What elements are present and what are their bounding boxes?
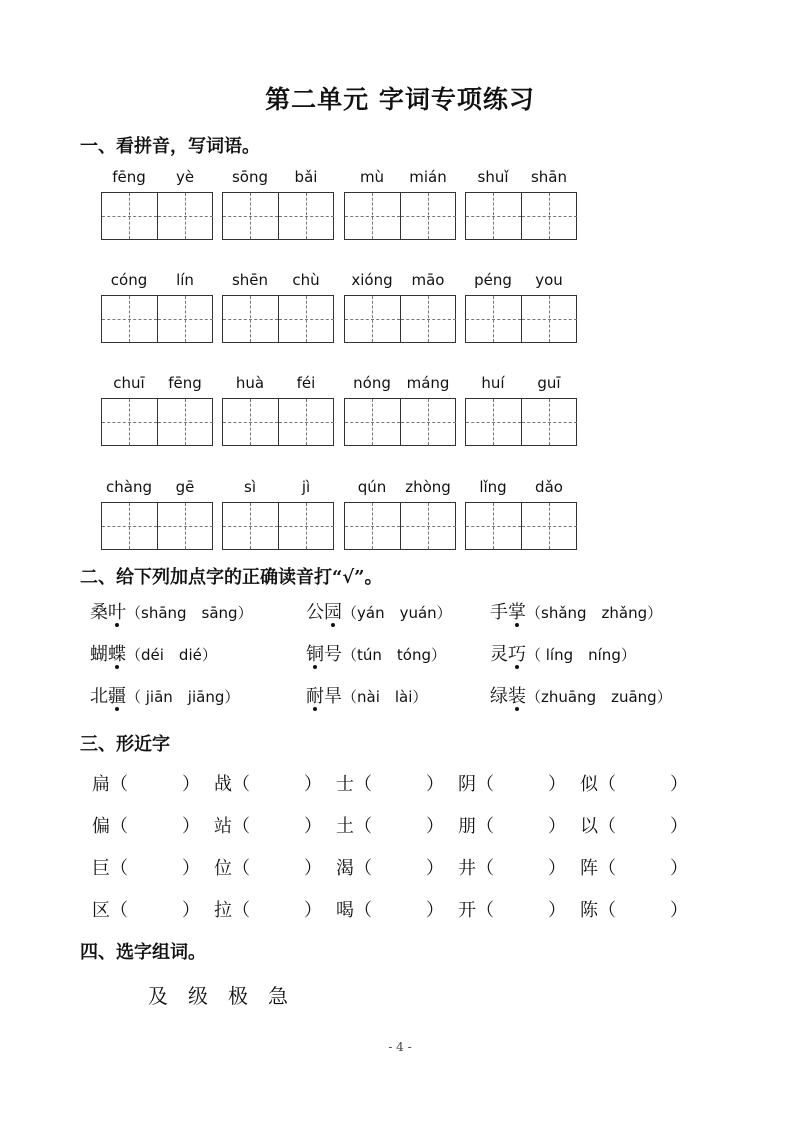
similar-char: 区 xyxy=(92,900,110,921)
writing-cell[interactable] xyxy=(400,296,456,342)
dotted-char: 旱 xyxy=(324,686,342,707)
answer-blank[interactable]: （ ） xyxy=(476,900,566,921)
similar-char-item xyxy=(214,812,322,838)
similar-char-item xyxy=(336,896,444,922)
similar-char-item xyxy=(336,854,444,880)
writing-cell[interactable] xyxy=(466,399,521,445)
writing-grid[interactable] xyxy=(344,192,456,240)
answer-blank[interactable]: （ ） xyxy=(354,900,444,921)
reading-item xyxy=(490,598,662,624)
pinyin-syllable: fēng xyxy=(112,168,146,186)
pinyin-syllable: zhòng xyxy=(405,478,451,496)
pronunciation-options[interactable]: （shǎng zhǎng） xyxy=(526,604,663,622)
pinyin-syllable: bǎi xyxy=(294,168,318,186)
writing-cell[interactable] xyxy=(278,399,334,445)
pinyin-syllable: guī xyxy=(537,374,561,392)
similar-char-item xyxy=(336,812,444,838)
dotted-char: 装 xyxy=(508,686,526,707)
writing-cell[interactable] xyxy=(400,193,456,239)
pinyin-syllable: fēng xyxy=(168,374,202,392)
writing-grid[interactable] xyxy=(344,295,456,343)
page-title: 第二单元 字词专项练习 xyxy=(265,85,535,114)
writing-grid[interactable] xyxy=(465,295,577,343)
reading-item xyxy=(90,640,217,666)
reading-item xyxy=(306,640,446,666)
similar-char-item xyxy=(458,854,566,880)
similar-char: 渴 xyxy=(336,858,354,879)
answer-blank[interactable]: （ ） xyxy=(598,774,688,795)
similar-char: 拉 xyxy=(214,900,232,921)
pinyin-syllable: chàng xyxy=(106,478,152,496)
similar-char: 陈 xyxy=(580,900,598,921)
writing-grid[interactable] xyxy=(222,295,334,343)
answer-blank[interactable]: （ ） xyxy=(598,900,688,921)
pinyin-syllable: lín xyxy=(176,271,194,289)
choice-char: 及 xyxy=(148,984,168,1008)
writing-cell[interactable] xyxy=(278,193,334,239)
section1-heading: 一、看拼音，写词语。 xyxy=(80,136,260,157)
writing-cell[interactable] xyxy=(345,193,400,239)
pinyin-syllable: māo xyxy=(411,271,445,289)
writing-cell[interactable] xyxy=(102,193,157,239)
answer-blank[interactable]: （ ） xyxy=(354,858,444,879)
writing-cell[interactable] xyxy=(102,296,157,342)
pinyin-syllable: máng xyxy=(406,374,450,392)
answer-blank[interactable]: （ ） xyxy=(476,774,566,795)
pinyin-syllable: sì xyxy=(244,478,256,496)
pinyin-syllable: chuī xyxy=(113,374,145,392)
writing-grid[interactable] xyxy=(101,295,213,343)
writing-cell[interactable] xyxy=(157,296,213,342)
dotted-char: 铜 xyxy=(306,644,324,665)
writing-cell[interactable] xyxy=(345,503,400,549)
similar-char: 士 xyxy=(336,774,354,795)
dotted-char: 疆 xyxy=(108,686,126,707)
writing-grid[interactable] xyxy=(344,502,456,550)
similar-char: 喝 xyxy=(336,900,354,921)
similar-char-item xyxy=(580,896,688,922)
similar-char: 井 xyxy=(458,858,476,879)
word-char: 手 xyxy=(490,602,508,623)
similar-char: 土 xyxy=(336,816,354,837)
word-char: 北 xyxy=(90,686,108,707)
reading-item xyxy=(490,640,636,666)
word-choice-list xyxy=(148,980,308,1009)
pinyin-syllable: shēn xyxy=(231,271,269,289)
page-number: - 4 - xyxy=(388,1040,412,1054)
writing-cell[interactable] xyxy=(521,399,577,445)
choice-char: 极 xyxy=(228,984,248,1008)
writing-cell[interactable] xyxy=(223,193,278,239)
answer-blank[interactable]: （ ） xyxy=(110,774,200,795)
pronunciation-options[interactable]: （tún tóng） xyxy=(342,646,446,664)
pinyin-syllable: xióng xyxy=(351,271,393,289)
choice-char: 级 xyxy=(188,984,208,1008)
similar-char: 战 xyxy=(214,774,232,795)
similar-char-item xyxy=(580,770,688,796)
pronunciation-options[interactable]: （ jiān jiāng） xyxy=(126,688,240,706)
pinyin-syllable: gē xyxy=(175,478,195,496)
pinyin-syllable: sōng xyxy=(231,168,269,186)
writing-cell[interactable] xyxy=(345,296,400,342)
writing-grid[interactable] xyxy=(101,398,213,446)
writing-grid[interactable] xyxy=(465,502,577,550)
answer-blank[interactable]: （ ） xyxy=(598,858,688,879)
dotted-char: 叶 xyxy=(108,602,126,623)
pinyin-syllable: nóng xyxy=(353,374,391,392)
writing-cell[interactable] xyxy=(278,296,334,342)
answer-blank[interactable]: （ ） xyxy=(354,774,444,795)
word-char: 公 xyxy=(306,602,324,623)
writing-cell[interactable] xyxy=(102,399,157,445)
pinyin-syllable: shuǐ xyxy=(477,168,509,186)
pinyin-syllable: chù xyxy=(292,271,320,289)
dotted-char: 园 xyxy=(324,602,342,623)
writing-cell[interactable] xyxy=(466,296,521,342)
writing-cell[interactable] xyxy=(223,296,278,342)
similar-char-item xyxy=(92,854,200,880)
pinyin-syllable: mù xyxy=(359,168,385,186)
writing-grid[interactable] xyxy=(465,192,577,240)
similar-char: 阴 xyxy=(458,774,476,795)
similar-char-item xyxy=(92,896,200,922)
writing-cell[interactable] xyxy=(521,503,577,549)
similar-char-item xyxy=(580,812,688,838)
reading-item xyxy=(90,598,253,624)
pinyin-syllable: cóng xyxy=(110,271,148,289)
pronunciation-options[interactable]: （déi dié） xyxy=(126,646,217,664)
dotted-char: 掌 xyxy=(508,602,526,623)
dotted-char: 耐 xyxy=(306,686,324,707)
writing-cell[interactable] xyxy=(466,503,521,549)
similar-char: 偏 xyxy=(92,816,110,837)
pinyin-syllable: féi xyxy=(296,374,316,392)
writing-cell[interactable] xyxy=(400,503,456,549)
dotted-char: 蝶 xyxy=(108,644,126,665)
answer-blank[interactable]: （ ） xyxy=(110,816,200,837)
similar-char-item xyxy=(214,854,322,880)
writing-cell[interactable] xyxy=(278,503,334,549)
writing-grid[interactable] xyxy=(101,192,213,240)
pinyin-syllable: huà xyxy=(235,374,265,392)
reading-item xyxy=(90,682,239,708)
similar-char-item xyxy=(214,896,322,922)
similar-char-item xyxy=(458,896,566,922)
choice-char: 急 xyxy=(268,984,288,1008)
pinyin-syllable: you xyxy=(535,271,563,289)
similar-char: 站 xyxy=(214,816,232,837)
section2-heading: 二、给下列加点字的正确读音打“√”。 xyxy=(80,567,383,588)
pinyin-syllable: jì xyxy=(301,478,311,496)
similar-char: 位 xyxy=(214,858,232,879)
writing-cell[interactable] xyxy=(102,503,157,549)
word-char: 灵 xyxy=(490,644,508,665)
pinyin-syllable: huí xyxy=(481,374,505,392)
writing-grid[interactable] xyxy=(465,398,577,446)
similar-char: 似 xyxy=(580,774,598,795)
answer-blank[interactable]: （ ） xyxy=(476,816,566,837)
writing-grid[interactable] xyxy=(222,398,334,446)
pronunciation-options[interactable]: （zhuāng zuāng） xyxy=(526,688,672,706)
similar-char-item xyxy=(336,770,444,796)
writing-grid[interactable] xyxy=(222,192,334,240)
similar-char: 以 xyxy=(580,816,598,837)
answer-blank[interactable]: （ ） xyxy=(232,774,322,795)
pinyin-syllable: yè xyxy=(175,168,195,186)
reading-item xyxy=(306,682,427,708)
writing-cell[interactable] xyxy=(345,399,400,445)
pinyin-syllable: dǎo xyxy=(535,478,563,496)
writing-grid[interactable] xyxy=(101,502,213,550)
writing-cell[interactable] xyxy=(521,296,577,342)
writing-cell[interactable] xyxy=(223,503,278,549)
pronunciation-options[interactable]: （ líng níng） xyxy=(526,646,636,664)
pronunciation-options[interactable]: （shāng sāng） xyxy=(126,604,253,622)
reading-item xyxy=(306,598,452,624)
similar-char: 开 xyxy=(458,900,476,921)
writing-cell[interactable] xyxy=(223,399,278,445)
similar-char: 阵 xyxy=(580,858,598,879)
section3-heading: 三、形近字 xyxy=(80,734,170,755)
similar-char-item xyxy=(580,854,688,880)
answer-blank[interactable]: （ ） xyxy=(232,900,322,921)
pronunciation-options[interactable]: （nài lài） xyxy=(342,688,428,706)
pinyin-syllable: qún xyxy=(357,478,387,496)
writing-grid[interactable] xyxy=(344,398,456,446)
answer-blank[interactable]: （ ） xyxy=(354,816,444,837)
writing-grid[interactable] xyxy=(222,502,334,550)
similar-char-item xyxy=(458,770,566,796)
word-char: 蝴 xyxy=(90,644,108,665)
similar-char: 扁 xyxy=(92,774,110,795)
similar-char-item xyxy=(214,770,322,796)
word-char: 桑 xyxy=(90,602,108,623)
writing-cell[interactable] xyxy=(400,399,456,445)
writing-cell[interactable] xyxy=(157,193,213,239)
pinyin-syllable: mián xyxy=(409,168,447,186)
writing-cell[interactable] xyxy=(466,193,521,239)
pinyin-syllable: lǐng xyxy=(479,478,507,496)
answer-blank[interactable]: （ ） xyxy=(232,858,322,879)
dotted-char: 号 xyxy=(324,644,342,665)
dotted-char: 巧 xyxy=(508,644,526,665)
answer-blank[interactable]: （ ） xyxy=(110,858,200,879)
similar-char-item xyxy=(92,770,200,796)
answer-blank[interactable]: （ ） xyxy=(476,858,566,879)
pronunciation-options[interactable]: （yán yuán） xyxy=(342,604,452,622)
similar-char-item xyxy=(92,812,200,838)
writing-cell[interactable] xyxy=(521,193,577,239)
answer-blank[interactable]: （ ） xyxy=(232,816,322,837)
answer-blank[interactable]: （ ） xyxy=(598,816,688,837)
similar-char: 巨 xyxy=(92,858,110,879)
answer-blank[interactable]: （ ） xyxy=(110,900,200,921)
reading-item xyxy=(490,682,672,708)
writing-cell[interactable] xyxy=(157,503,213,549)
writing-cell[interactable] xyxy=(157,399,213,445)
section4-heading: 四、选字组词。 xyxy=(80,942,206,963)
word-char: 绿 xyxy=(490,686,508,707)
pinyin-syllable: shān xyxy=(530,168,568,186)
similar-char-item xyxy=(458,812,566,838)
pinyin-syllable: péng xyxy=(474,271,512,289)
similar-char: 朋 xyxy=(458,816,476,837)
